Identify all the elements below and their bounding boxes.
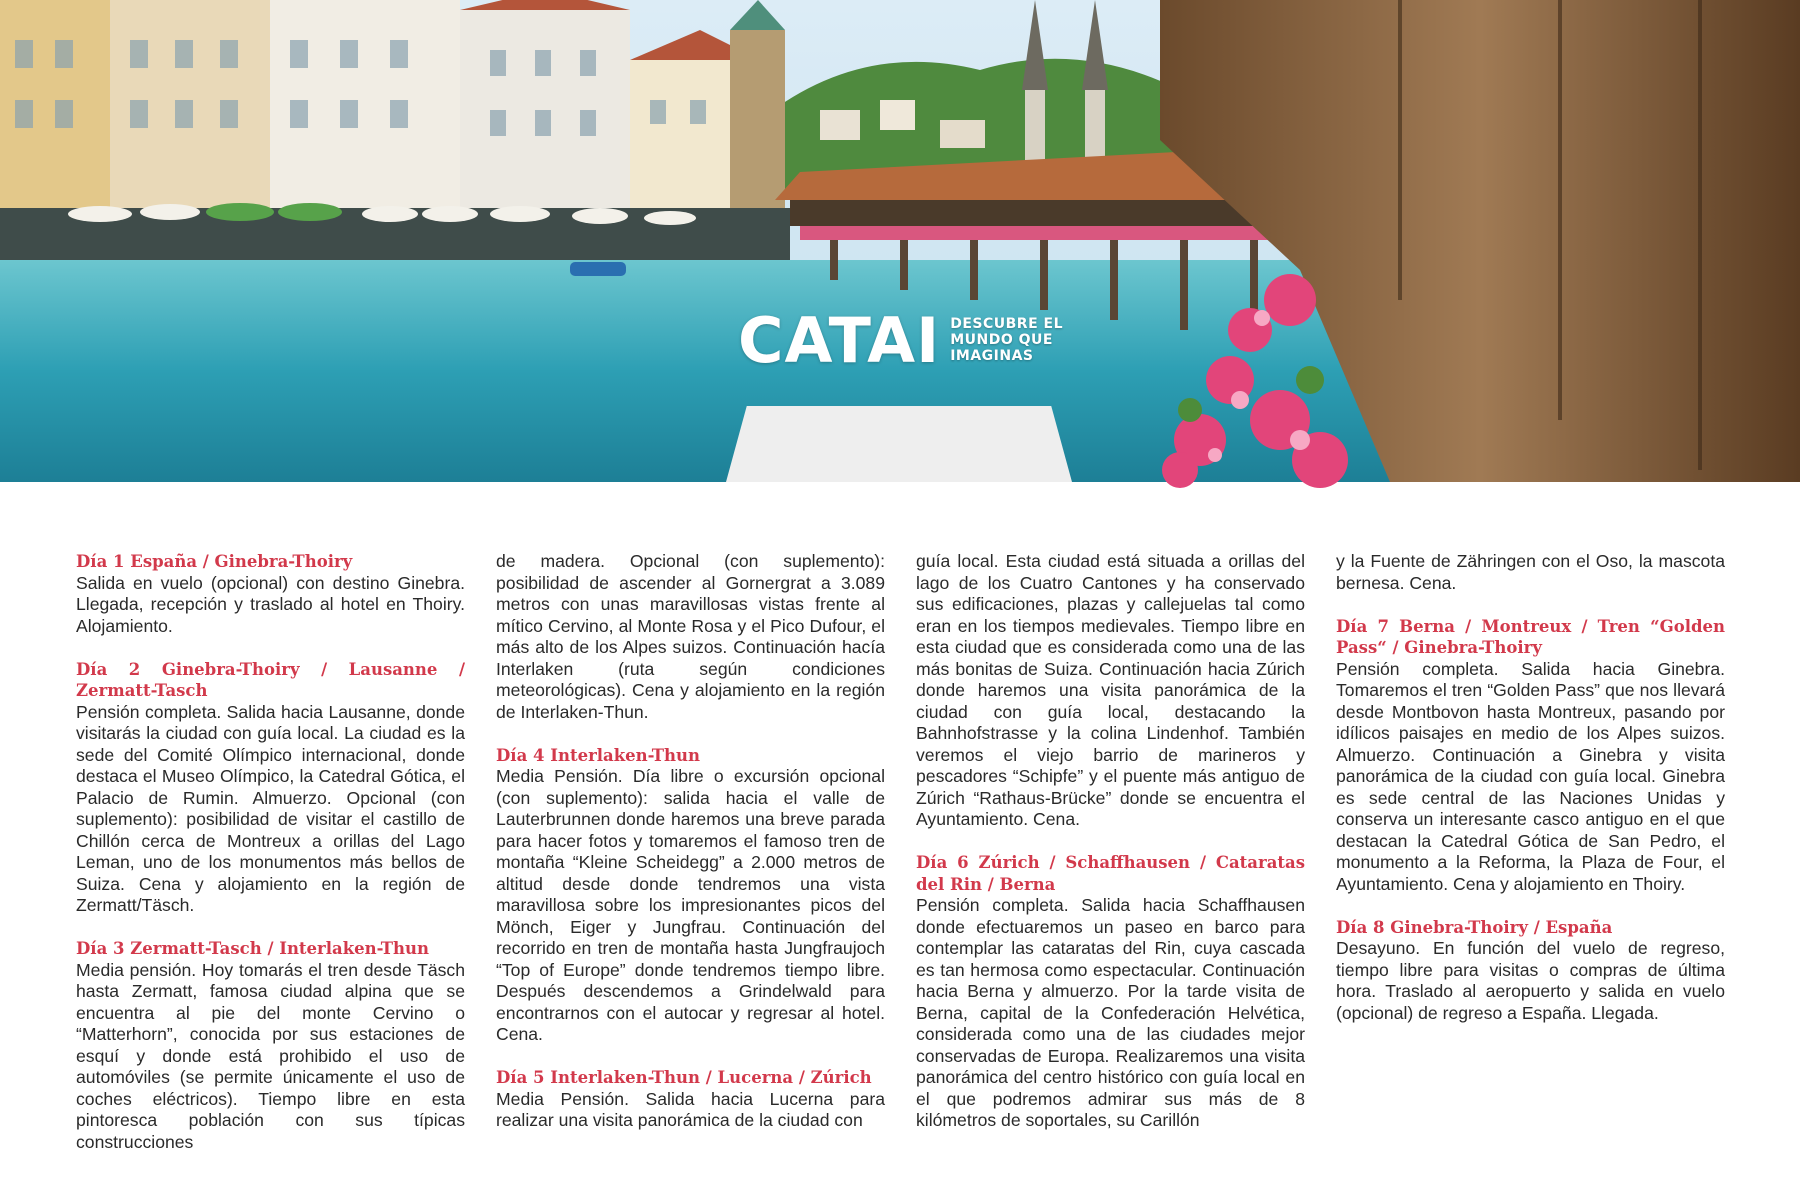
itinerary-columns: [76, 551, 1726, 1152]
hero-photo: [0, 0, 1800, 482]
day-6-text: Pensión completa. Salida hacia Schaffhausen donde efectuaremos un paseo en barco para contemplar las cataratas del Rin, cuya cascada es tan hermosa como espectacular. Continuación hacia Berna y almuerzo. Por la tarde visita de Berna, capital de la Confederación Helvética, considerada como una de las ciudades mejor conservadas de Europa. Realizaremos una visita panorámica del centro histórico con guía local en el que podremos admirar sus más de 8 kilómetros de soportales, su Carillón: [916, 895, 1305, 1130]
day-6-title: Día 6 Zúrich / Schaffhausen / Cataratas del Rin / Berna: [916, 853, 1305, 894]
day-1-text: Salida en vuelo (opcional) con destino Ginebra. Llegada, recepción y traslado al hotel en Thoiry. Alojamiento.: [76, 572, 465, 636]
catai-logo: [738, 300, 1063, 380]
day-1-title: Día 1 España / Ginebra-Thoiry: [76, 552, 353, 571]
day-7-title: Día 7 Berna / Montreux / Tren “Golden Pass“ / Ginebra-Thoiry: [1336, 616, 1725, 657]
day-3-title: Día 3 Zermatt-Tasch / Interlaken-Thun: [76, 939, 430, 958]
day-2-text: Pensión completa. Salida hacia Lausanne, donde visitarás la ciudad con guía local. La ciudad es la sede del Comité Olímpico internacional, donde destaca el Museo Olímpico, la Catedral Gótica, el Palacio de Rumin. Almuerzo. Opcional (con suplemento): posibilidad de visitar el castillo de Chillón cerca de Montreux a orillas del Lago Leman, uno de los monumentos más bellos de Suiza. Cena y alojamiento en la región de Zermatt/Täsch.: [76, 701, 465, 915]
itinerary-column-3: [916, 551, 1305, 1153]
day-8-text: Desayuno. En función del vuelo de regreso, tiempo libre para visitas o compras de última hora. Traslado al aeropuerto y salida en vuelo (opcional) de regreso a España. Llegada.: [1336, 938, 1725, 1023]
day-3-text-continued: de madera. Opcional (con suplemento): posibilidad de ascender al Gornergrat a 3.089 metros con unas maravillosas vistas frente al mítico Cervino, al Monte Rosa y el Pico Dufour, el más alto de los Alpes suizos. Continuación hacía Interlaken (ruta según condiciones meteorológicas). Cena y alojamiento en la región de Interlaken-Thun.: [496, 551, 885, 722]
brand-tagline: DESCUBRE EL MUNDO QUE IMAGINAS: [950, 316, 1063, 364]
day-4-title: Día 4 Interlaken-Thun: [496, 745, 701, 765]
day-5-title: Día 5 Interlaken-Thun / Lucerna / Zúrich: [496, 1068, 872, 1087]
itinerary-column-1: [76, 551, 465, 1153]
day-3-text: Media pensión. Hoy tomarás el tren desde Täsch hasta Zermatt, famosa ciudad alpina que se encuentra al pie del monte Cervino o “Matterhorn”, conocida por sus estaciones de esquí y donde está prohibido el uso de automóviles (se permite únicamente el uso de coches eléctricos). Tiempo libre en esta pintoresca población con sus típicas construcciones: [76, 959, 465, 1152]
itinerary-column-4: [1336, 551, 1725, 1153]
day-8-title: Día 8 Ginebra-Thoiry / España: [1336, 917, 1613, 937]
day-6-text-continued: y la Fuente de Zähringen con el Oso, la mascota bernesa. Cena.: [1336, 551, 1725, 593]
day-5-text-continued: guía local. Esta ciudad está situada a orillas del lago de los Cuatro Cantones y ha conservado sus edificaciones, plazas y callejuelas tal como eran en los tiempos medievales. Tiempo libre en esta ciudad que es considerada como una de las más bonitas de Suiza. Continuación hacia Zúrich donde haremos una visita panorámica de la ciudad con guía local, destacando la Bahnhofstrasse y la colina Lindenhof. También veremos el viejo barrio de marineros y pescadores “Schipfe” y el puente más antiguo de Zúrich “Rathaus-Brücke” donde se encuentra el Ayuntamiento. Cena.: [916, 551, 1305, 829]
day-5-text: Media Pensión. Salida hacia Lucerna para realizar una visita panorámica de la ciudad con: [496, 1088, 885, 1130]
hero-tab-notch: [726, 406, 1072, 482]
day-7-text: Pensión completa. Salida hacia Ginebra. Tomaremos el tren “Golden Pass” que nos llevará desde Montbovon hasta Montreux, pasando por idílicos paisajes en medio de los Alpes suizos. Almuerzo. Continuación a Ginebra y visita panorámica de la ciudad con guía local. Ginebra es sede central de las Naciones Unidas y conserva un interesante casco antiguo en el que destacan la Catedral Gótica de San Pedro, el monumento a la Reforma, la Plaza de Four, el Ayuntamiento. Cena y alojamiento en Thoiry.: [1336, 658, 1725, 894]
itinerary-column-2: [496, 551, 885, 1153]
brand-wordmark: CATAI: [738, 303, 941, 377]
day-4-text: Media Pensión. Día libre o excursión opcional (con suplemento): salida hacia el valle de Lauterbrunnen donde haremos una breve parada para hacer fotos y tomaremos el famoso tren de montaña “Kleine Scheidegg” a 2.000 metros de altitud desde donde tendremos una vista maravillosa sobre los impresionantes picos del Mönch, Eiger y Jungfrau. Continuación del recorrido en tren de montaña hasta Jungfraujoch “Top of Europe” donde tendremos tiempo libre. Después descendemos a Grindelwald para encontrarnos con el autocar y regresar al hotel. Cena.: [496, 766, 885, 1044]
day-2-title: Día 2 Ginebra-Thoiry / Lausanne / Zermatt-Tasch: [76, 659, 465, 700]
